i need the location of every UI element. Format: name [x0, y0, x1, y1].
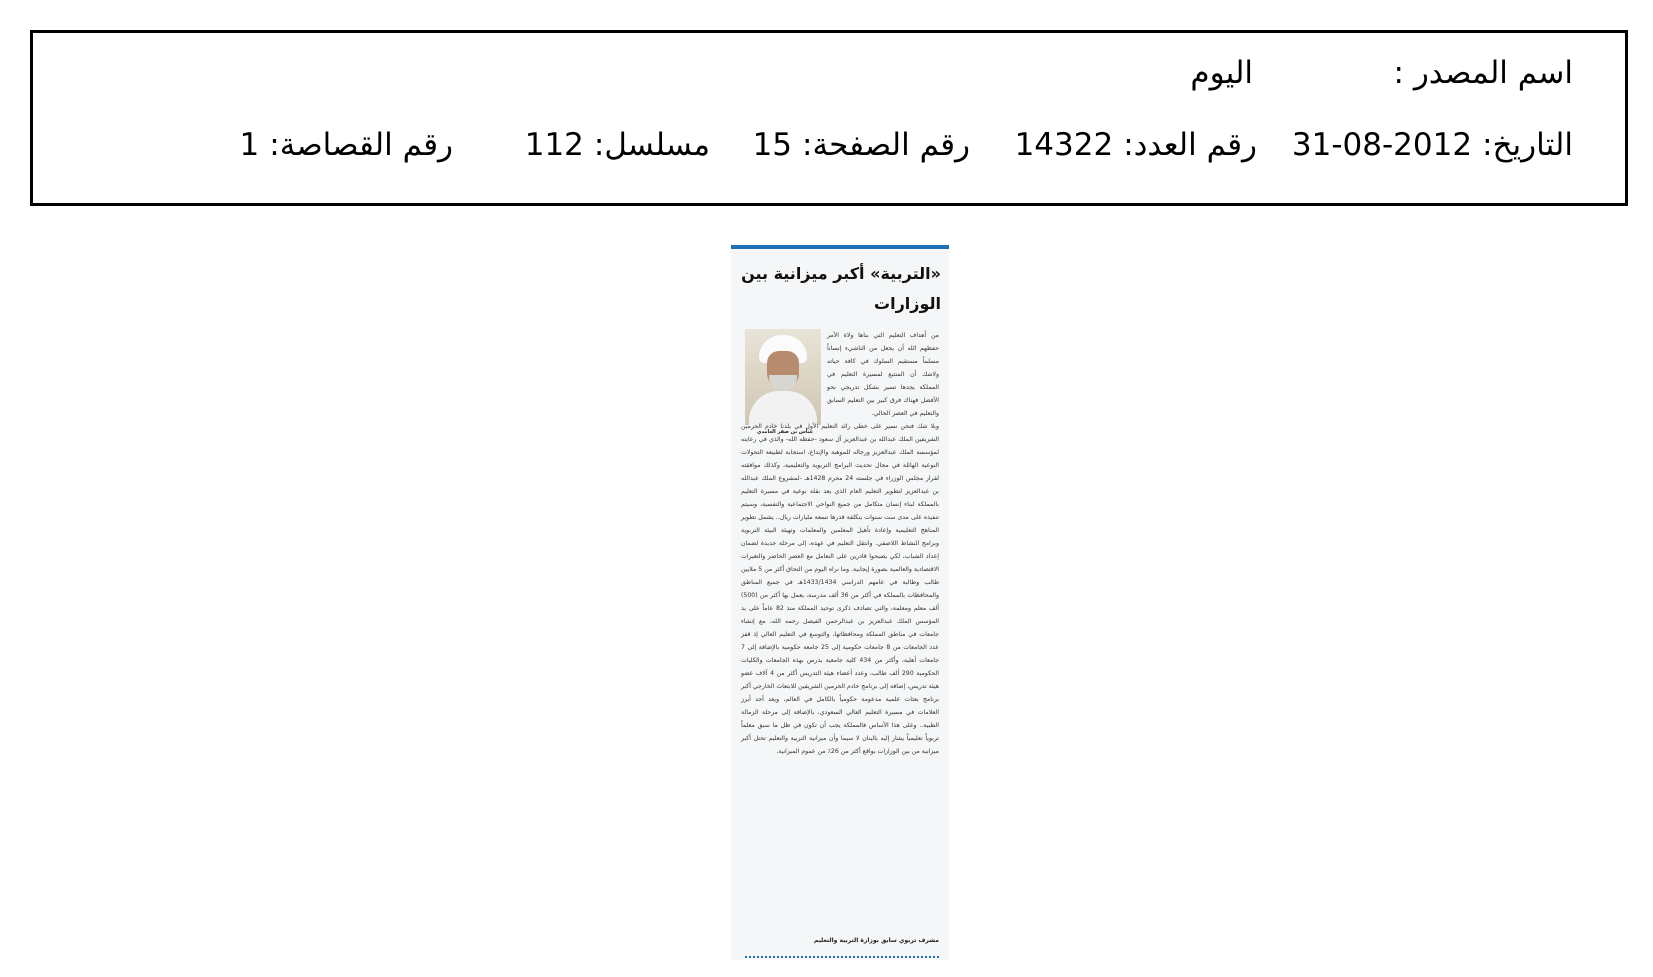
- serial-field: [525, 125, 710, 165]
- page-value: 15: [752, 127, 793, 163]
- article-body: [741, 329, 939, 758]
- metadata-box: [30, 30, 1628, 206]
- date-field: [1292, 125, 1573, 165]
- date-value: 2012-08-31: [1291, 127, 1473, 163]
- issue-value: 14322: [1014, 127, 1114, 163]
- clip-value: 1: [239, 127, 260, 163]
- clip-label: رقم القصاصة:: [269, 127, 453, 163]
- serial-label: مسلسل:: [593, 127, 710, 163]
- source-row: [33, 53, 1625, 93]
- bottom-divider: [745, 954, 939, 958]
- article-text: وبلا شك فنحن نسير على خطى رائد التعليم الأول في بلدنا خادم الحرمين الشريفين الملك عبدالله بن عبدالعزيز آل سعود -حفظه الله- والذي في رعايته لمؤسسة الملك عبدالعزيز ورجاله للموهبة والإبداع، استجابة لطبيعة التحولات النوعية الهائلة في مجال تحديث البرامج التربوية والتعليمية، وكذلك موافقته لقرار مجلس الوزراء في جلسته 24 محرم 1428هـ -لمشروع الملك عبدالله بن عبدالعزيز لتطوير التعليم العام الذي يعد نقلة نوعية في مسيرة التعليم بالمملكة لبناء إنسان متكامل من جميع النواحي الاجتماعية والنفسية، وسيتم تنفيذه على مدى ست سنوات بتكلفة قدرها تسعة مليارات ريال.. يشمل تطوير المناهج التعليمية وإعادة تأهيل المعلمين والمعلمات وتهيئة البيئة التربوية وبرامج النشاط اللاصفي. وانتقل التعليم في عهده، إلى مرحلة جديدة لضمان إعداد الشباب، لكي يصبحوا قادرين على التعامل مع العصر الحاضر والتغيرات الاقتصادية والعالمية بصورة إيجابية. وما نراه اليوم من التحاق أكثر من 5 ملايين طالب وطالبة في عامهم الدراسي 1433/1434هـ في جميع المناطق والمحافظات بالمملكة في أكثر من 36 ألف مدرسة، يعمل بها أكثر من (500) ألف معلم ومعلمة، والتي تصادف ذكرى توحيد المملكة منذ 82 عاماً على يد المؤسس الملك عبدالعزيز بن عبدالرحمن الفيصل رحمه الله، مع إنشاء جامعات في مناطق المملكة ومحافظاتها، والتوسع في التعليم العالي إذ قفز عدد الجامعات من 8 جامعات حكومية إلى 25 جامعة حكومية بالإضافة إلى 7 جامعات أهلية، وأكثر من 434 كلية جامعية يدرس بهذه الجامعات والكليات الحكومية 290 ألف طالب، وعدد أعضاء هيئة التدريس أكثر من 4 آلاف عضو هيئة تدريس، إضافة إلى برنامج خادم الحرمين الشريفين للابتعاث الخارجي أكبر برنامج بعثات علمية مدعومة حكومياً بالكامل في العالم، ويعد أحد أبرز العلامات في مسيرة التعليم العالي السعودي، بالإضافة إلى مرحلة الزمالة الطبية.. وعلى هذا الأساس فالمملكة يجب أن تكون في ظل ما سبق معلماً تربوياً تعليمياً يشار إليه بالبنان لا سيما وأن ميزانية التربية والتعليم تحتل أكبر ميزانية من بين الوزارات بواقع أكثر من 26٪ من عموم الميزانية.: [741, 423, 939, 755]
- serial-value: 112: [524, 127, 584, 163]
- author-note: مشرف تربوي سابق بوزارة التربية والتعليم: [813, 937, 939, 944]
- clip-field: [240, 125, 453, 165]
- date-label: التاريخ:: [1482, 127, 1573, 163]
- article-title: «التربية» أكبر ميزانية بين الوزارات: [741, 264, 941, 313]
- page-label: رقم الصفحة:: [802, 127, 970, 163]
- issue-field: [1015, 125, 1257, 165]
- newspaper-clipping: [731, 245, 949, 960]
- details-row: [33, 125, 1625, 165]
- source-label: اسم المصدر :: [1393, 55, 1573, 91]
- issue-label: رقم العدد:: [1123, 127, 1257, 163]
- article-intro: من أهداف التعليم التي بناها ولاة الأمر حفظهم الله أن يجعل من الناشيء إنساناً مسلماً مستقيم السلوك في كافة حياته ولاشك أن المتتبع لمسيرة التعليم في المملكة يجدها تسير بشكل تدريجي نحو الأفضل فهناك فرق كبير بين التعليم السابق والتعليم في العصر الحالي.: [827, 332, 939, 417]
- page-field: [753, 125, 970, 165]
- photo-caption: عباس بن صقر الغامدي: [756, 429, 814, 435]
- source-value: اليوم: [1190, 55, 1253, 91]
